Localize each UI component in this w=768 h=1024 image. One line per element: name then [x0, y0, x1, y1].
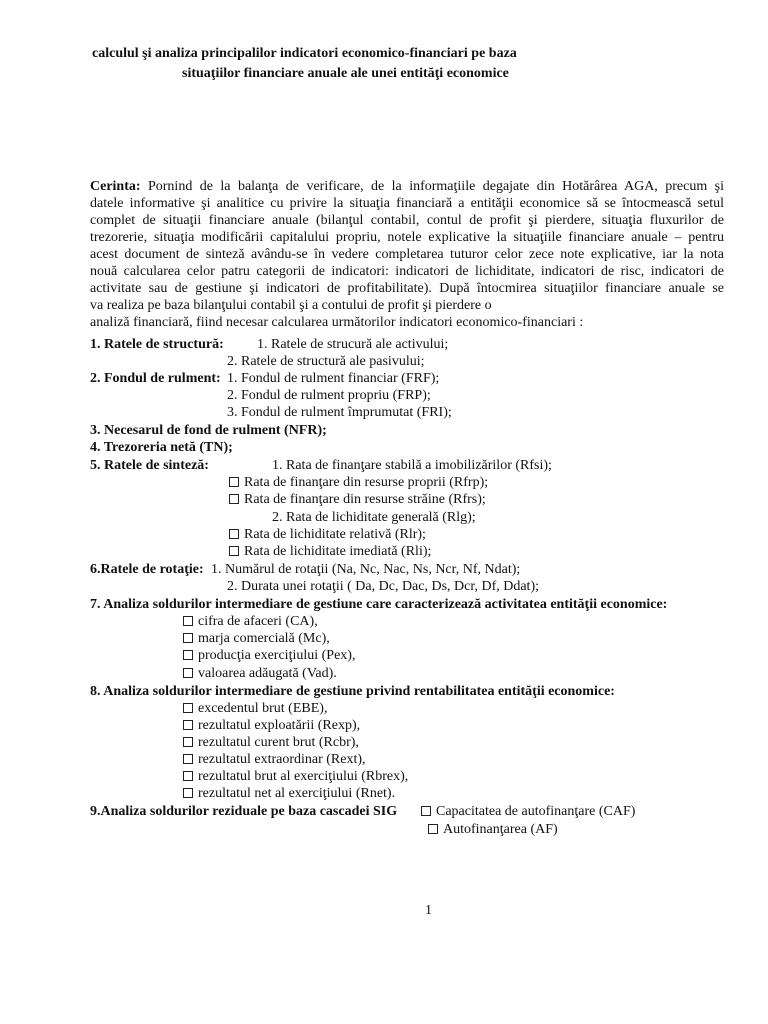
document-title-line-2: situaţiilor financiare anuale ale unei entităţi economice [182, 66, 509, 81]
section-4-heading: 4. Trezoreria netă (TN); [90, 440, 233, 455]
section-5-item: 1. Rata de finanţare stabilă a imobilizărilor (Rfsi); [272, 458, 552, 473]
section-3-heading: 3. Necesarul de fond de rulment (NFR); [90, 423, 327, 438]
intro-line: trezorerie, situaţia modificării capitalului propriu, notele explicative la situaţiile financiare anuale – pentru [90, 230, 724, 245]
section-5-check-item: Rata de finanţare din resurse străine (Rfrs); [229, 491, 486, 508]
section-5-item: 2. Rata de lichiditate generală (Rlg); [272, 510, 476, 525]
intro-line: acest document de sinteză avându-se în vedere completarea tuturor celor zece note explicative, iar la nota [90, 247, 724, 262]
section-8-check-item: rezultatul extraordinar (Rext), [183, 751, 366, 768]
checkbox-icon [183, 771, 193, 781]
section-2-item: 1. Fondul de rulment financiar (FRF); [227, 371, 440, 386]
checkbox-icon [183, 754, 193, 764]
section-6-heading: 6.Ratele de rotaţie: [90, 562, 204, 577]
checkbox-icon [183, 650, 193, 660]
intro-line: va realiza pe baza bilanţului contabil şi a contului de profit şi pierdere o [90, 298, 492, 313]
intro-line: complet de situaţii financiare anuale (bilanţul contabil, contul de profit şi pierdere, situaţia fluxurilor de [90, 213, 724, 228]
checkbox-icon [183, 616, 193, 626]
intro-line: analiză financiară, fiind necesar calcularea următorilor indicatori economico-financiari : [90, 315, 584, 330]
section-5-check-item: Rata de lichiditate imediată (Rli); [229, 543, 431, 560]
checkbox-icon [229, 546, 239, 556]
section-7-check-item: producţia exerciţiului (Pex), [183, 647, 355, 664]
checkbox-icon [421, 806, 431, 816]
checkbox-icon [183, 737, 193, 747]
intro-line: nouă calcularea celor patru categorii de indicatori: indicatori de lichiditate, indicatori de risc, indicatori de [90, 264, 724, 279]
page-number: 1 [425, 903, 432, 918]
section-5-heading: 5. Ratele de sinteză: [90, 458, 209, 473]
section-8-heading: 8. Analiza soldurilor intermediare de gestiune privind rentabilitatea entităţii economice: [90, 684, 615, 699]
checkbox-icon [183, 668, 193, 678]
section-7-heading: 7. Analiza soldurilor intermediare de gestiune care caracterizează activitatea entităţii economice: [90, 597, 668, 612]
section-2-heading: 2. Fondul de rulment: [90, 371, 221, 386]
section-1-item: 2. Ratele de structură ale pasivului; [227, 354, 425, 369]
checkbox-icon [183, 788, 193, 798]
section-6-item: 1. Numărul de rotaţii (Na, Nc, Nac, Ns, Ncr, Nf, Ndat); [211, 562, 521, 577]
intro-line: datele informative şi analitice cu privire la situaţia financiară a entităţii economice să se întocmească setul [90, 196, 724, 211]
checkbox-icon [229, 494, 239, 504]
section-8-check-item: rezultatul exploatării (Rexp), [183, 717, 360, 734]
section-8-check-item: rezultatul brut al exerciţiului (Rbrex), [183, 768, 408, 785]
section-9-check-item: Autofinanţarea (AF) [428, 821, 558, 838]
section-8-check-item: excedentul brut (EBE), [183, 700, 327, 717]
section-9-heading: 9.Analiza soldurilor reziduale pe baza cascadei SIG [90, 804, 398, 819]
intro-line: activitate sau de gestiune şi indicatori de profitabilitate). După întocmirea situaţiilor financiare anuale se [90, 281, 724, 296]
document-title-line-1: calculul şi analiza principalilor indicatori economico-financiari pe baza [92, 46, 517, 61]
intro-line: Cerinta: Pornind de la balanţa de verificare, de la informaţiile degajate din Hotărârea AGA, precum şi [90, 179, 724, 194]
checkbox-icon [183, 720, 193, 730]
section-2-item: 2. Fondul de rulment propriu (FRP); [227, 388, 431, 403]
section-6-item: 2. Durata unei rotaţii ( Da, Dc, Dac, Ds, Dcr, Df, Ddat); [227, 579, 539, 594]
checkbox-icon [229, 477, 239, 487]
section-2-item: 3. Fondul de rulment împrumutat (FRI); [227, 405, 452, 420]
section-1-heading: 1. Ratele de structură: [90, 337, 224, 352]
section-8-check-item: rezultatul net al exerciţiului (Rnet). [183, 785, 395, 802]
checkbox-icon [428, 824, 438, 834]
section-8-check-item: rezultatul curent brut (Rcbr), [183, 734, 359, 751]
intro-label: Cerinta: [90, 179, 141, 194]
section-7-check-item: marja comercială (Mc), [183, 630, 330, 647]
section-7-check-item: cifra de afaceri (CA), [183, 613, 318, 630]
checkbox-icon [183, 633, 193, 643]
section-5-check-item: Rata de lichiditate relativă (Rlr); [229, 526, 426, 543]
section-7-check-item: valoarea adăugată (Vad). [183, 665, 337, 682]
checkbox-icon [229, 529, 239, 539]
checkbox-icon [183, 703, 193, 713]
section-1-item: 1. Ratele de strucură ale activului; [257, 337, 449, 352]
section-9-check-item: Capacitatea de autofinanţare (CAF) [421, 803, 635, 820]
intro-paragraph [90, 178, 724, 331]
section-5-check-item: Rata de finanţare din resurse proprii (Rfrp); [229, 474, 488, 491]
